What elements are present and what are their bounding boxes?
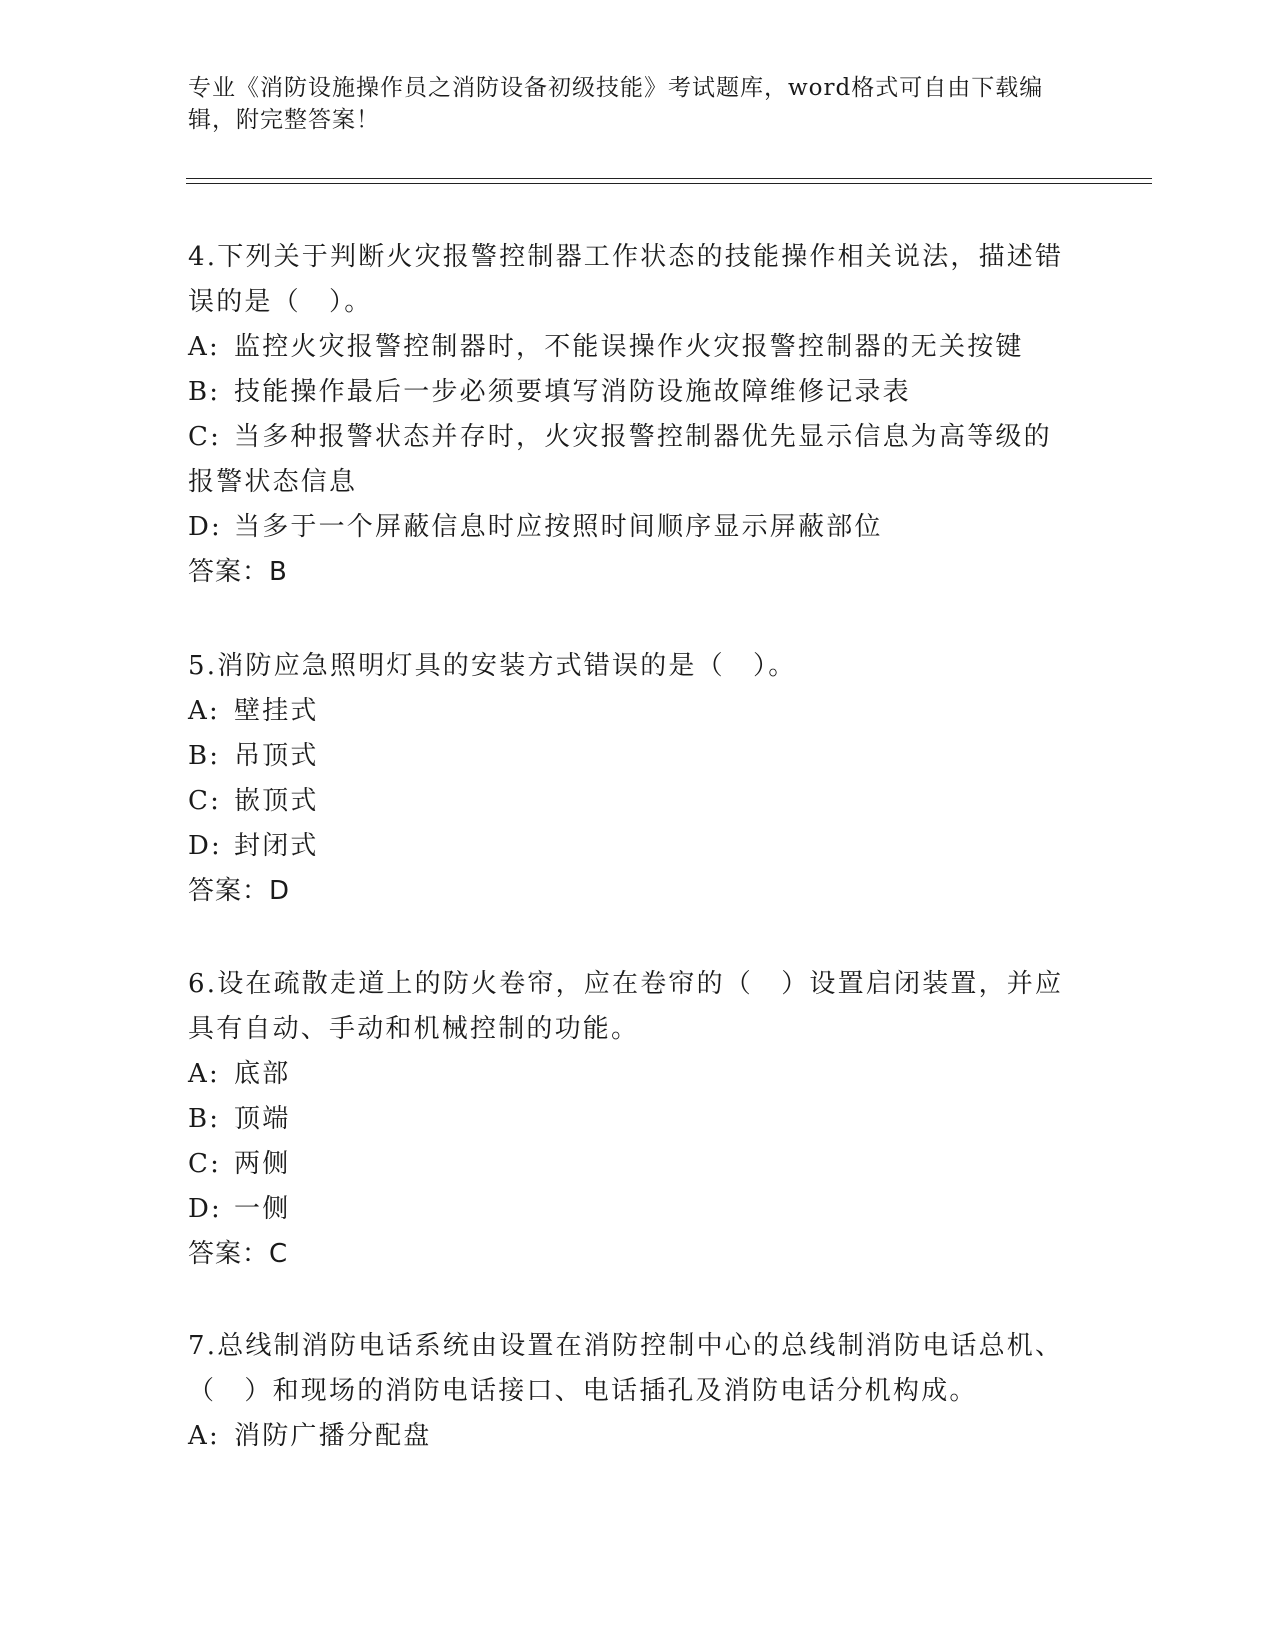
option-text: 底部 — [234, 1059, 291, 1089]
option-a — [188, 1414, 1068, 1459]
option-key: A: — [188, 696, 220, 726]
option-text: 监控火灾报警控制器时，不能误操作火灾报警控制器的无关按键 — [234, 332, 1024, 362]
option-d — [188, 824, 1068, 869]
option-b — [188, 734, 1068, 779]
option-key: C: — [188, 422, 222, 452]
question-5 — [188, 644, 1068, 914]
question-stem: 5.消防应急照明灯具的安装方式错误的是（ ）。 — [188, 651, 797, 681]
option-key: D: — [188, 831, 223, 861]
option-key: C: — [188, 1149, 222, 1179]
option-key: B: — [188, 377, 221, 407]
option-a — [188, 1052, 1068, 1097]
header-divider-bottom — [186, 183, 1152, 184]
question-6 — [188, 962, 1068, 1277]
option-text: 当多种报警状态并存时，火灾报警控制器优先显示信息为高等级的报警状态信息 — [188, 422, 1052, 497]
option-key: A: — [188, 1421, 220, 1451]
option-text: 壁挂式 — [234, 696, 319, 726]
option-key: A: — [188, 1059, 220, 1089]
header-divider-top — [186, 178, 1152, 179]
option-key: B: — [188, 741, 221, 771]
option-text: 当多于一个屏蔽信息时应按照时间顺序显示屏蔽部位 — [234, 512, 883, 542]
question-stem: 4.下列关于判断火灾报警控制器工作状态的技能操作相关说法，描述错误的是（ ）。 — [188, 242, 1064, 317]
option-text: 消防广播分配盘 — [234, 1421, 432, 1451]
option-a — [188, 325, 1068, 370]
option-a — [188, 689, 1068, 734]
option-text: 两侧 — [234, 1149, 291, 1179]
document-header: 专业《消防设施操作员之消防设备初级技能》考试题库，word格式可自由下载编辑，附完整答案！ — [188, 75, 1044, 133]
answer: 答案：B — [188, 557, 288, 587]
answer: 答案：C — [188, 1239, 289, 1269]
question-stem: 7.总线制消防电话系统由设置在消防控制中心的总线制消防电话总机、（ ）和现场的消防电话接口、电话插孔及消防电话分机构成。 — [188, 1331, 1064, 1406]
question-4 — [188, 235, 1068, 595]
option-d — [188, 505, 1068, 550]
option-c — [188, 779, 1068, 824]
option-text: 顶端 — [234, 1104, 291, 1134]
option-c — [188, 1142, 1068, 1187]
option-b — [188, 370, 1068, 415]
question-7 — [188, 1324, 1068, 1459]
option-key: D: — [188, 1194, 223, 1224]
option-text: 技能操作最后一步必须要填写消防设施故障维修记录表 — [234, 377, 911, 407]
option-key: C: — [188, 786, 222, 816]
option-b — [188, 1097, 1068, 1142]
option-key: B: — [188, 1104, 221, 1134]
option-text: 一侧 — [234, 1194, 291, 1224]
option-d — [188, 1187, 1068, 1232]
question-stem: 6.设在疏散走道上的防火卷帘，应在卷帘的（ ）设置启闭装置，并应具有自动、手动和机械控制的功能。 — [188, 969, 1064, 1044]
option-text: 封闭式 — [234, 831, 319, 861]
answer: 答案：D — [188, 876, 291, 906]
option-c — [188, 415, 1068, 505]
option-key: A: — [188, 332, 220, 362]
option-text: 吊顶式 — [234, 741, 319, 771]
option-text: 嵌顶式 — [234, 786, 319, 816]
option-key: D: — [188, 512, 223, 542]
